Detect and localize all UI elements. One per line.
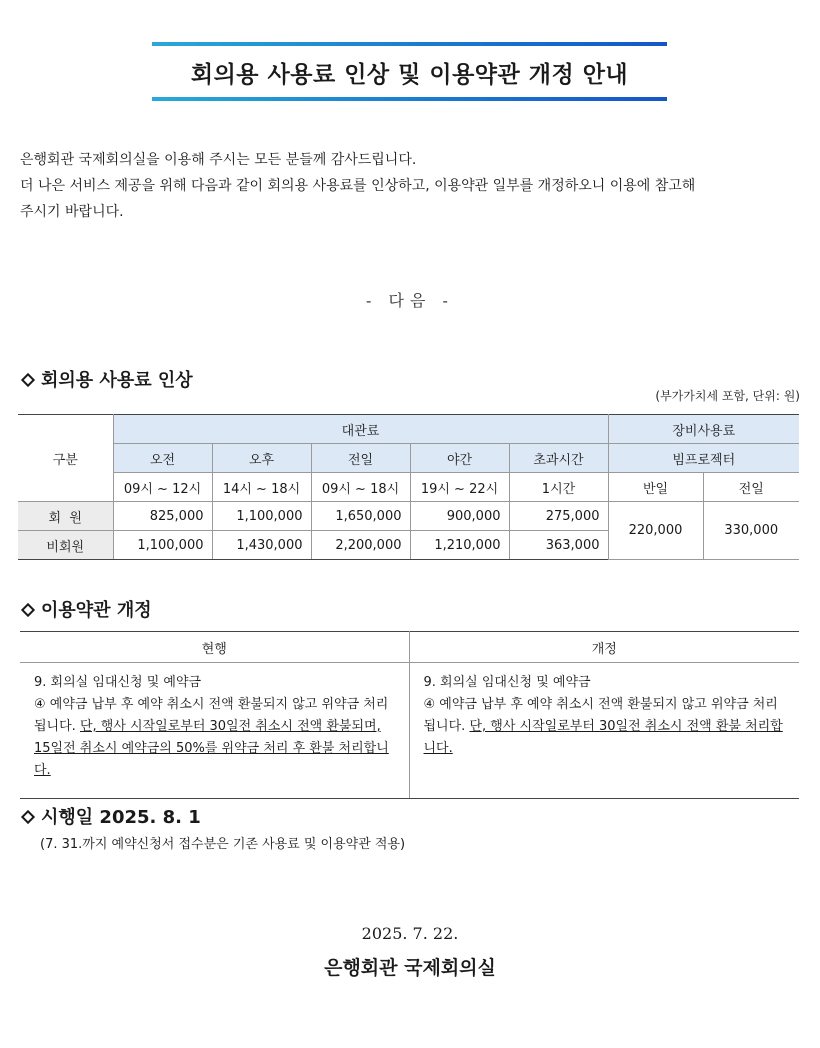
intro-line-3: 주시기 바랍니다. xyxy=(20,204,124,220)
header-afternoon: 오후 xyxy=(212,444,311,473)
time-fullday: 09시 ~ 18시 xyxy=(311,473,410,502)
time-overtime: 1시간 xyxy=(509,473,608,502)
terms-section-heading xyxy=(20,596,152,622)
fee-section-heading xyxy=(20,366,193,392)
time-morning: 09시 ~ 12시 xyxy=(113,473,212,502)
table-cell: 1,100,000 xyxy=(212,502,311,531)
next-label: - 다음 - xyxy=(366,291,454,310)
time-afternoon: 14시 ~ 18시 xyxy=(212,473,311,502)
diamond-icon xyxy=(21,373,35,387)
header-night: 야간 xyxy=(410,444,509,473)
intro-paragraph xyxy=(20,147,800,225)
table-cell: 275,000 xyxy=(509,502,608,531)
table-cell: 1,210,000 xyxy=(410,531,509,560)
fee-table xyxy=(18,414,799,560)
table-cell: 900,000 xyxy=(410,502,509,531)
page-title: 회의용 사용료 인상 및 이용약관 개정 안내 xyxy=(190,62,629,88)
table-cell: 1,430,000 xyxy=(212,531,311,560)
fee-heading-text: 회의용 사용료 인상 xyxy=(41,370,193,391)
title-block xyxy=(152,42,667,101)
terms-header-current: 현행 xyxy=(20,632,409,663)
table-cell: 825,000 xyxy=(113,502,212,531)
terms-current-title: 9. 회의실 임대신청 및 예약금 xyxy=(34,675,202,690)
terms-table xyxy=(20,631,799,799)
terms-revised-title: 9. 회의실 임대신청 및 예약금 xyxy=(423,675,591,690)
footer-date: 2025. 7. 22. xyxy=(361,924,459,943)
terms-current-underlined: 단, 행사 시작일로부터 30일전 취소시 전액 환불되며, 15일전 취소시 예약금의 50%를 위약금 처리 후 환불 처리합니다. xyxy=(34,719,389,778)
footer-organization: 은행회관 국제회의실 xyxy=(324,957,496,979)
table-row xyxy=(18,502,799,531)
effective-heading-text: 시행일 2025. 8. 1 xyxy=(41,807,201,828)
title-top-bar xyxy=(152,42,667,46)
unit-note: (부가가치세 포함, 단위: 원) xyxy=(655,389,800,403)
header-overtime: 초과시간 xyxy=(509,444,608,473)
header-equipment-group: 장비사용료 xyxy=(608,415,799,444)
table-cell: 2,200,000 xyxy=(311,531,410,560)
table-cell: 1,100,000 xyxy=(113,531,212,560)
row-label-nonmember: 비회원 xyxy=(18,531,113,560)
effective-section-heading xyxy=(20,803,201,829)
equipment-fullday-fee: 330,000 xyxy=(703,502,799,560)
equipment-halfday-fee: 220,000 xyxy=(608,502,703,560)
effective-note: (7. 31.까지 예약신청서 접수분은 기존 사용료 및 이용약관 적용) xyxy=(40,837,406,852)
terms-current-plain: ④ 예약금 납부 후 예약 취소시 전액 환불되지 않고 위약금 처리됩니다. xyxy=(34,697,389,734)
terms-header-revised: 개정 xyxy=(409,632,799,663)
terms-revised-plain: ④ 예약금 납부 후 예약 취소시 전액 환불되지 않고 위약금 처리됩니다. xyxy=(423,697,778,734)
intro-line-2: 더 나은 서비스 제공을 위해 다음과 같이 회의용 사용료를 인상하고, 이용약관 일부를 개정하오니 이용에 참고해 xyxy=(20,178,696,194)
terms-heading-text: 이용약관 개정 xyxy=(41,600,152,621)
terms-current-body xyxy=(34,694,395,782)
header-rent-group: 대관료 xyxy=(113,415,608,444)
diamond-icon xyxy=(21,603,35,617)
table-cell: 1,650,000 xyxy=(311,502,410,531)
header-morning: 오전 xyxy=(113,444,212,473)
intro-line-1: 은행회관 국제회의실을 이용해 주시는 모든 분들께 감사드립니다. xyxy=(20,152,417,168)
row-label-member: 회 원 xyxy=(18,502,113,531)
terms-revised-body xyxy=(424,694,786,760)
header-fullday: 전일 xyxy=(311,444,410,473)
table-cell: 363,000 xyxy=(509,531,608,560)
equipment-halfday: 반일 xyxy=(608,473,703,502)
terms-current-cell xyxy=(20,663,409,799)
header-category: 구분 xyxy=(18,415,113,502)
time-night: 19시 ~ 22시 xyxy=(410,473,509,502)
equipment-fullday: 전일 xyxy=(703,473,799,502)
terms-revised-cell xyxy=(409,663,799,799)
diamond-icon xyxy=(21,810,35,824)
header-projector: 빔프로젝터 xyxy=(608,444,799,473)
terms-revised-underlined: 단, 행사 시작일로부터 30일전 취소시 전액 환불 처리합니다. xyxy=(423,719,783,756)
title-bottom-bar xyxy=(152,97,667,101)
